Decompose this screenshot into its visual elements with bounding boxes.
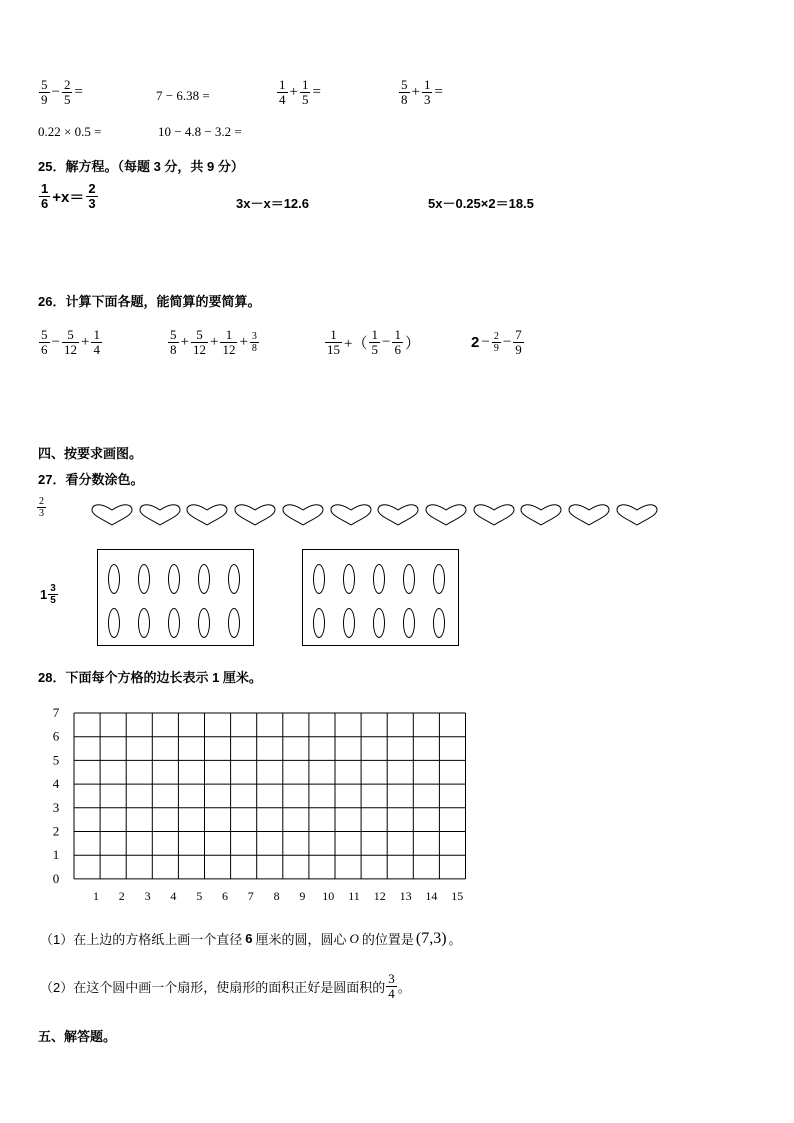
section-4-title: 四、按要求画图。 xyxy=(38,446,143,461)
oval-shape xyxy=(313,608,325,638)
oval-shape xyxy=(228,564,240,594)
q27-oval-box-2 xyxy=(302,549,459,646)
oval-shape xyxy=(343,564,355,594)
q26-title: 26．计算下面各题，能简算的要简算。 xyxy=(38,294,261,309)
heart-shape xyxy=(281,503,325,527)
calc-row2-expr1: 0.22 × 0.5 = xyxy=(38,124,102,139)
y-axis-labels xyxy=(53,705,60,886)
calc-row1-expr2: 7 − 6.38 = xyxy=(156,88,210,103)
q27-hearts-row xyxy=(90,503,670,529)
oval-shape xyxy=(433,564,445,594)
heart-shape xyxy=(472,503,516,527)
q27-title: 27．看分数涂色。 xyxy=(38,472,144,487)
oval-shape xyxy=(373,564,385,594)
heart-shape xyxy=(519,503,563,527)
x-axis-tick-label: 4 xyxy=(170,889,177,903)
x-axis-tick-label: 14 xyxy=(425,889,438,903)
heart-shape xyxy=(329,503,373,527)
q27-oval-box-1 xyxy=(97,549,254,646)
heart-shape xyxy=(138,503,182,527)
x-axis-tick-label: 10 xyxy=(322,889,335,903)
q25-equation-3: 5x－0.25×2＝18.5 xyxy=(428,196,534,211)
q26-expr-3: $\frac{1}{15}$ +（ $\frac{1}{5}$ − $\frac{1}{6}$ ） xyxy=(327,327,420,357)
calc-row1-expr3: $\frac{1}{4}$ + $\frac{1}{5}$ = xyxy=(279,77,321,107)
q27-fraction-two-thirds: $\frac{2}{3}$ xyxy=(39,496,44,519)
x-axis-tick-label: 12 xyxy=(373,889,386,903)
x-axis-tick-label: 15 xyxy=(451,889,464,903)
y-axis-tick-label: 3 xyxy=(52,799,60,815)
oval-shape xyxy=(138,564,150,594)
y-axis-tick-label: 0 xyxy=(52,870,60,886)
section-5-title: 五、解答题。 xyxy=(38,1029,117,1044)
y-axis-tick-label: 5 xyxy=(52,752,60,768)
grid-lines xyxy=(74,713,466,879)
x-axis-tick-label: 5 xyxy=(196,889,203,903)
y-axis-tick-label: 2 xyxy=(52,823,60,839)
oval-shape xyxy=(108,608,120,638)
heart-shape xyxy=(567,503,611,527)
calc-row2-expr2: 10 − 4.8 − 3.2 = xyxy=(158,124,242,139)
heart-shape xyxy=(185,503,229,527)
oval-shape xyxy=(228,608,240,638)
y-axis-tick-label: 6 xyxy=(52,728,60,744)
x-axis-tick-label: 2 xyxy=(118,889,125,903)
q26-expr-1: $\frac{5}{6}$ − $\frac{5}{12}$ + $\frac{1}{4}$ xyxy=(41,327,100,357)
x-axis-tick-label: 3 xyxy=(144,889,151,903)
q28-grid xyxy=(40,700,490,910)
heart-shape xyxy=(615,503,659,527)
oval-shape xyxy=(198,564,210,594)
x-axis-tick-label: 13 xyxy=(399,889,412,903)
oval-shape xyxy=(198,608,210,638)
x-axis-tick-label: 11 xyxy=(348,889,360,903)
y-axis-tick-label: 1 xyxy=(52,847,60,863)
x-axis-tick-label: 7 xyxy=(247,889,254,903)
oval-shape xyxy=(168,608,180,638)
x-axis-tick-label: 6 xyxy=(222,889,228,903)
oval-shape xyxy=(403,608,415,638)
q25-equation-1: $\frac{1}{6}$ +x＝ $\frac{2}{3}$ xyxy=(41,181,96,211)
q25-title: 25．解方程。（每题 3 分，共 9 分） xyxy=(38,159,244,174)
y-axis-tick-label: 4 xyxy=(52,776,60,792)
heart-shape xyxy=(424,503,468,527)
calc-row1-expr4: $\frac{5}{8}$ + $\frac{1}{3}$ = xyxy=(401,77,443,107)
x-axis-tick-label: 8 xyxy=(273,889,280,903)
x-axis-tick-label: 9 xyxy=(299,889,306,903)
q26-expr-4: 2 − $\frac{2}{9}$ − $\frac{7}{9}$ xyxy=(471,327,522,357)
oval-shape xyxy=(433,608,445,638)
heart-shape xyxy=(90,503,134,527)
y-axis-tick-label: 7 xyxy=(52,705,60,720)
q26-expr-2: $\frac{5}{8}$ + $\frac{5}{12}$ + $\frac{1}{12}$ + $\frac{3}{8}$ xyxy=(170,327,257,357)
oval-shape xyxy=(373,608,385,638)
x-axis-tick-label: 1 xyxy=(93,889,99,903)
q27-mixed-number: 1 $\frac{3}{5}$ xyxy=(40,583,56,606)
q28-part1: （1）在上边的方格纸上画一个直径 6 厘米的圆，圆心 O 的位置是 (7,3) 。 xyxy=(40,929,462,947)
oval-shape xyxy=(343,608,355,638)
oval-shape xyxy=(403,564,415,594)
oval-shape xyxy=(168,564,180,594)
q28-title: 28．下面每个方格的边长表示 1 厘米。 xyxy=(38,670,262,685)
heart-shape xyxy=(376,503,420,527)
x-axis-labels xyxy=(93,889,463,903)
oval-shape xyxy=(108,564,120,594)
calc-row1-expr1: $\frac{5}{9}$ − $\frac{2}{5}$ = xyxy=(41,77,83,107)
q25-equation-2: 3x－x＝12.6 xyxy=(236,196,309,211)
oval-shape xyxy=(138,608,150,638)
q28-part2: （2）在这个圆中画一个扇形，使扇形的面积正好是圆面积的 $\frac{3}{4}$ 。 xyxy=(40,971,411,1001)
heart-shape xyxy=(233,503,277,527)
oval-shape xyxy=(313,564,325,594)
